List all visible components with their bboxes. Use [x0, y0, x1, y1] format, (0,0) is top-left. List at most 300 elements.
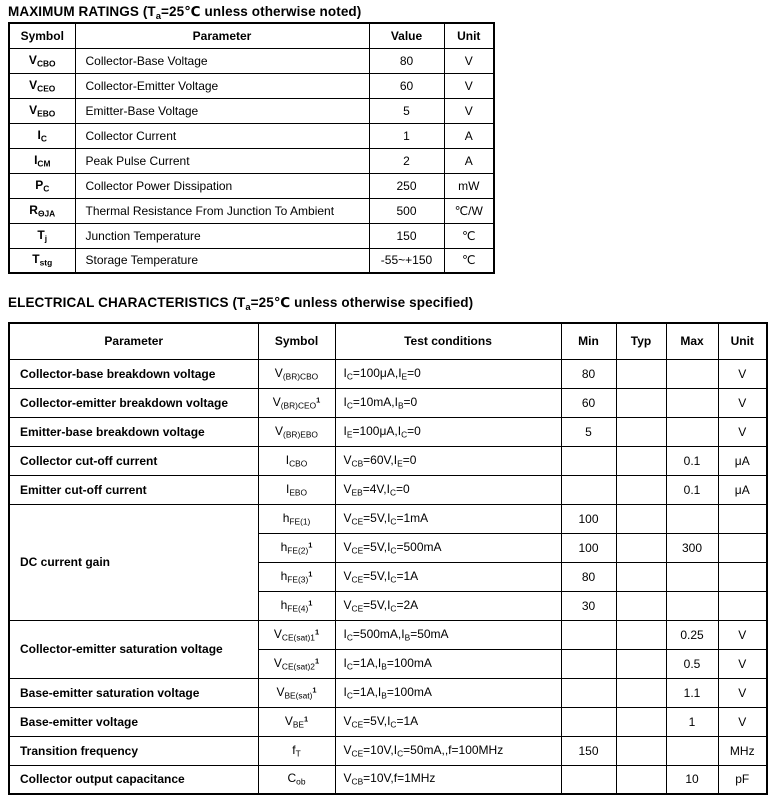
value-cell: 250: [369, 173, 444, 198]
test-conditions-cell: [335, 591, 561, 620]
text-run: =50mA: [410, 626, 449, 641]
text-run: =60V,I: [363, 452, 398, 467]
text-run: I: [343, 394, 347, 409]
text-run: V: [343, 539, 352, 554]
max-ratings-table: [8, 22, 495, 274]
sup-text: 1: [308, 598, 313, 608]
max-cell: [666, 504, 718, 533]
typ-cell: [616, 446, 666, 475]
max-ratings-row: [9, 198, 494, 223]
electrical-row: [9, 359, 767, 388]
symbol-cell: [9, 223, 75, 248]
electrical-body: [9, 359, 767, 794]
text-run: V: [272, 394, 281, 409]
text-run: I: [343, 684, 347, 699]
parameter-cell: Collector-emitter saturation voltage: [9, 620, 258, 678]
max-cell: [666, 417, 718, 446]
symbol-cell: [9, 98, 75, 123]
max-cell: [666, 736, 718, 765]
min-cell: 5: [561, 417, 616, 446]
text-run: =50mA,,f=100MHz: [403, 742, 504, 757]
sub-text: FE(3): [287, 574, 309, 585]
typ-cell: [616, 504, 666, 533]
sub-text: C: [43, 183, 50, 194]
text-run: I: [343, 626, 347, 641]
typ-cell: [616, 707, 666, 736]
symbol-cell: [258, 620, 335, 649]
text-run: V: [276, 684, 285, 699]
unit-cell: V: [444, 73, 494, 98]
sub-text: E: [401, 371, 408, 382]
max-ratings-title: [8, 4, 361, 22]
electrical-row: [9, 620, 767, 649]
unit-cell: MHz: [718, 736, 767, 765]
electrical-row: [9, 417, 767, 446]
test-conditions-cell: [335, 359, 561, 388]
unit-cell: [718, 504, 767, 533]
sup-text: 1: [316, 395, 321, 405]
max-ratings-row: [9, 98, 494, 123]
sub-text: C: [390, 516, 397, 527]
column-header-parameter: Parameter: [75, 23, 369, 48]
test-conditions-cell: [335, 504, 561, 533]
text-run: h: [282, 510, 290, 525]
electrical-header-row: [9, 323, 767, 359]
sub-text: CBO: [36, 58, 56, 69]
min-cell: 60: [561, 388, 616, 417]
sup-text: 1: [312, 685, 317, 695]
sub-text: C: [40, 133, 47, 144]
text-run: =10V,I: [363, 742, 398, 757]
sup-text: 1: [308, 569, 313, 579]
symbol-cell: [258, 649, 335, 678]
test-conditions-cell: [335, 765, 561, 794]
sup-text: 1: [308, 540, 313, 550]
text-run: I: [343, 655, 347, 670]
text-run: =25℃ unless otherwise noted): [161, 4, 362, 19]
text-run: =25℃ unless otherwise specified): [250, 295, 474, 310]
text-run: h: [280, 568, 288, 583]
sub-text: C: [346, 690, 353, 701]
text-run: V: [343, 597, 352, 612]
symbol-cell: [258, 359, 335, 388]
text-run: T: [37, 227, 45, 242]
max-cell: 0.25: [666, 620, 718, 649]
parameter-cell: Base-emitter voltage: [9, 707, 258, 736]
sub-text: CE(sat)1: [281, 632, 315, 643]
parameter-cell: DC current gain: [9, 504, 258, 620]
sub-text: CBO: [289, 458, 308, 469]
text-run: =1A,I: [352, 684, 382, 699]
symbol-cell: [258, 591, 335, 620]
text-run: V: [29, 77, 38, 92]
sub-text: EBO: [37, 108, 56, 119]
symbol-cell: [9, 173, 75, 198]
electrical-row: [9, 475, 767, 504]
text-run: =100μA,I: [352, 423, 402, 438]
parameter-cell: Collector cut-off current: [9, 446, 258, 475]
text-run: =0: [407, 423, 421, 438]
test-conditions-cell: [335, 388, 561, 417]
text-run: =5V,I: [363, 539, 391, 554]
sub-text: CE: [351, 516, 364, 527]
electrical-row: [9, 765, 767, 794]
text-run: T: [32, 252, 40, 267]
max-cell: 1.1: [666, 678, 718, 707]
typ-cell: [616, 649, 666, 678]
max-cell: [666, 562, 718, 591]
text-run: V: [343, 771, 352, 786]
text-run: h: [280, 597, 288, 612]
column-header-value: Value: [369, 23, 444, 48]
sub-text: C: [390, 719, 397, 730]
column-header-symbol: Symbol: [258, 323, 335, 359]
max-ratings-body: [9, 48, 494, 273]
text-run: V: [273, 655, 282, 670]
text-run: C: [287, 771, 297, 786]
test-conditions-cell: [335, 620, 561, 649]
parameter-cell: Thermal Resistance From Junction To Ambient: [75, 198, 369, 223]
parameter-cell: Emitter-Base Voltage: [75, 98, 369, 123]
sub-text: ob: [296, 777, 306, 787]
typ-cell: [616, 678, 666, 707]
unit-cell: V: [718, 649, 767, 678]
parameter-cell: Peak Pulse Current: [75, 148, 369, 173]
max-ratings-row: [9, 148, 494, 173]
text-run: =5V,I: [363, 597, 391, 612]
sub-text: a: [155, 10, 162, 22]
parameter-cell: Collector-Emitter Voltage: [75, 73, 369, 98]
unit-cell: V: [718, 417, 767, 446]
unit-cell: V: [444, 48, 494, 73]
electrical-characteristics-table: [8, 322, 768, 795]
column-header-test-conditions: Test conditions: [335, 323, 561, 359]
symbol-cell: [258, 765, 335, 794]
unit-cell: A: [444, 123, 494, 148]
value-cell: 60: [369, 73, 444, 98]
text-run: =2A: [396, 597, 419, 612]
unit-cell: mW: [444, 173, 494, 198]
unit-cell: V: [718, 388, 767, 417]
typ-cell: [616, 736, 666, 765]
parameter-cell: Collector-base breakdown voltage: [9, 359, 258, 388]
sub-text: C: [346, 661, 353, 672]
sub-text: C: [390, 603, 397, 614]
sub-text: (BR)CEO: [280, 400, 317, 411]
text-run: V: [343, 510, 352, 525]
unit-cell: V: [718, 678, 767, 707]
electrical-row: [9, 736, 767, 765]
min-cell: 30: [561, 591, 616, 620]
symbol-cell: [9, 123, 75, 148]
text-run: =1A: [396, 568, 419, 583]
text-run: P: [35, 177, 44, 192]
sup-text: 1: [314, 627, 320, 637]
max-cell: [666, 591, 718, 620]
text-run: I: [34, 152, 38, 167]
max-cell: 0.5: [666, 649, 718, 678]
text-run: V: [28, 52, 37, 67]
symbol-cell: [258, 707, 335, 736]
typ-cell: [616, 562, 666, 591]
text-run: =500mA: [396, 539, 442, 554]
min-cell: 80: [561, 359, 616, 388]
sub-text: BE: [292, 719, 305, 730]
min-cell: [561, 765, 616, 794]
unit-cell: μA: [718, 446, 767, 475]
sub-text: CE: [351, 574, 364, 585]
parameter-cell: Emitter-base breakdown voltage: [9, 417, 258, 446]
min-cell: 80: [561, 562, 616, 591]
sub-text: C: [346, 400, 353, 411]
test-conditions-cell: [335, 678, 561, 707]
min-cell: [561, 475, 616, 504]
unit-cell: A: [444, 148, 494, 173]
unit-cell: μA: [718, 475, 767, 504]
max-cell: 300: [666, 533, 718, 562]
column-header-symbol: Symbol: [9, 23, 75, 48]
text-run: I: [37, 127, 41, 142]
text-run: =0: [402, 452, 417, 467]
sup-text: 1: [304, 714, 309, 724]
typ-cell: [616, 533, 666, 562]
sub-text: ΘJA: [37, 208, 56, 219]
text-run: =5V,I: [363, 713, 391, 728]
text-run: ELECTRICAL CHARACTERISTICS (T: [8, 295, 246, 310]
typ-cell: [616, 388, 666, 417]
sub-text: CE: [351, 748, 364, 759]
symbol-cell: [258, 678, 335, 707]
max-ratings-row: [9, 73, 494, 98]
sub-text: C: [401, 429, 408, 440]
column-header-max: Max: [666, 323, 718, 359]
text-run: =1mA: [396, 510, 429, 525]
value-cell: 5: [369, 98, 444, 123]
typ-cell: [616, 475, 666, 504]
text-run: =4V,I: [362, 481, 390, 496]
sub-text: CE: [351, 545, 364, 556]
max-ratings-row: [9, 223, 494, 248]
text-run: V: [343, 713, 352, 728]
text-run: V: [343, 481, 352, 496]
sub-text: EB: [351, 487, 363, 498]
unit-cell: pF: [718, 765, 767, 794]
sub-text: B: [404, 632, 411, 643]
text-run: V: [275, 423, 284, 438]
symbol-cell: [9, 73, 75, 98]
column-header-min: Min: [561, 323, 616, 359]
parameter-cell: Collector-Base Voltage: [75, 48, 369, 73]
text-run: =100mA: [386, 684, 432, 699]
unit-cell: [718, 591, 767, 620]
parameter-cell: Transition frequency: [9, 736, 258, 765]
text-run: I: [285, 481, 290, 496]
sub-text: FE(4): [287, 603, 309, 614]
max-cell: 1: [666, 707, 718, 736]
electrical-row: [9, 707, 767, 736]
max-cell: [666, 359, 718, 388]
sub-text: CE: [351, 719, 364, 730]
max-ratings-row: [9, 123, 494, 148]
text-run: =1A: [396, 713, 419, 728]
typ-cell: [616, 620, 666, 649]
sub-text: CE: [351, 603, 364, 614]
text-run: =500mA,I: [352, 626, 405, 641]
electrical-row: [9, 446, 767, 475]
test-conditions-cell: [335, 475, 561, 504]
value-cell: -55~+150: [369, 248, 444, 273]
sub-text: stg: [39, 258, 53, 268]
symbol-cell: [9, 198, 75, 223]
parameter-cell: Emitter cut-off current: [9, 475, 258, 504]
text-run: V: [284, 713, 293, 728]
symbol-cell: [258, 562, 335, 591]
symbol-cell: [258, 533, 335, 562]
text-run: V: [274, 365, 283, 380]
text-run: V: [343, 452, 352, 467]
test-conditions-cell: [335, 562, 561, 591]
test-conditions-cell: [335, 736, 561, 765]
text-run: =1A,I: [352, 655, 382, 670]
text-run: V: [273, 626, 282, 641]
text-run: V: [29, 102, 38, 117]
text-run: I: [285, 452, 290, 467]
parameter-cell: Storage Temperature: [75, 248, 369, 273]
unit-cell: V: [718, 359, 767, 388]
sub-text: FE(1): [289, 516, 311, 527]
sub-text: j: [44, 233, 48, 244]
value-cell: 500: [369, 198, 444, 223]
electrical-row: [9, 504, 767, 533]
sub-text: CB: [351, 458, 364, 469]
text-run: f: [292, 742, 296, 757]
parameter-cell: Collector-emitter breakdown voltage: [9, 388, 258, 417]
symbol-cell: [258, 417, 335, 446]
sub-text: FE(2): [287, 545, 309, 556]
symbol-cell: [258, 388, 335, 417]
unit-cell: V: [718, 707, 767, 736]
text-run: =0: [396, 481, 410, 496]
electrical-row: [9, 388, 767, 417]
symbol-cell: [9, 148, 75, 173]
column-header-unit: Unit: [718, 323, 767, 359]
symbol-cell: [258, 475, 335, 504]
value-cell: 80: [369, 48, 444, 73]
sup-text: 1: [314, 656, 320, 666]
unit-cell: V: [718, 620, 767, 649]
sub-text: (BR)CBO: [282, 371, 319, 382]
text-run: =100μA,I: [352, 365, 402, 380]
symbol-cell: [258, 504, 335, 533]
value-cell: 2: [369, 148, 444, 173]
symbol-cell: [258, 446, 335, 475]
symbol-cell: [9, 48, 75, 73]
min-cell: 100: [561, 504, 616, 533]
typ-cell: [616, 417, 666, 446]
sub-text: B: [381, 661, 387, 672]
unit-cell: V: [444, 98, 494, 123]
max-cell: 0.1: [666, 475, 718, 504]
sub-text: E: [346, 429, 353, 440]
parameter-cell: Collector Current: [75, 123, 369, 148]
text-run: V: [343, 568, 352, 583]
column-header-unit: Unit: [444, 23, 494, 48]
test-conditions-cell: [335, 446, 561, 475]
sub-text: CM: [37, 158, 51, 169]
sub-text: C: [390, 545, 397, 556]
min-cell: [561, 649, 616, 678]
sub-text: T: [295, 748, 301, 759]
min-cell: [561, 707, 616, 736]
sub-text: C: [390, 574, 397, 585]
column-header-typ: Typ: [616, 323, 666, 359]
sub-text: CEO: [37, 83, 56, 94]
max-ratings-row: [9, 48, 494, 73]
max-ratings-header-row: [9, 23, 494, 48]
parameter-cell: Collector output capacitance: [9, 765, 258, 794]
electrical-row: [9, 678, 767, 707]
unit-cell: ℃/W: [444, 198, 494, 223]
sub-text: C: [397, 748, 404, 759]
text-run: h: [280, 539, 288, 554]
parameter-cell: Junction Temperature: [75, 223, 369, 248]
max-cell: 10: [666, 765, 718, 794]
min-cell: [561, 446, 616, 475]
test-conditions-cell: [335, 533, 561, 562]
sub-text: CB: [351, 777, 364, 787]
sub-text: C: [346, 371, 353, 382]
sub-text: BE(sat): [284, 690, 313, 701]
min-cell: 100: [561, 533, 616, 562]
text-run: =10mA,I: [352, 394, 398, 409]
text-run: =0: [407, 365, 421, 380]
sub-text: E: [397, 458, 403, 469]
test-conditions-cell: [335, 649, 561, 678]
electrical-characteristics-title: [8, 295, 473, 313]
min-cell: 150: [561, 736, 616, 765]
text-run: MAXIMUM RATINGS (T: [8, 4, 156, 19]
sub-text: C: [346, 632, 353, 643]
test-conditions-cell: [335, 707, 561, 736]
text-run: R: [29, 202, 38, 217]
min-cell: [561, 620, 616, 649]
sub-text: B: [381, 690, 387, 701]
unit-cell: [718, 533, 767, 562]
max-cell: [666, 388, 718, 417]
unit-cell: ℃: [444, 248, 494, 273]
max-ratings-row: [9, 173, 494, 198]
typ-cell: [616, 591, 666, 620]
text-run: =5V,I: [363, 568, 391, 583]
text-run: I: [343, 365, 347, 380]
sub-text: a: [245, 301, 251, 313]
sub-text: EBO: [289, 487, 308, 498]
sub-text: CE(sat)2: [281, 661, 315, 672]
unit-cell: [718, 562, 767, 591]
max-ratings-row: [9, 248, 494, 273]
parameter-cell: Collector Power Dissipation: [75, 173, 369, 198]
parameter-cell: Base-emitter saturation voltage: [9, 678, 258, 707]
typ-cell: [616, 765, 666, 794]
text-run: =10V,f=1MHz: [363, 771, 436, 786]
symbol-cell: [258, 736, 335, 765]
text-run: =100mA: [386, 655, 432, 670]
text-run: V: [343, 742, 352, 757]
symbol-cell: [9, 248, 75, 273]
sub-text: B: [397, 400, 404, 411]
text-run: I: [343, 423, 347, 438]
sub-text: (BR)EBO: [283, 429, 318, 440]
